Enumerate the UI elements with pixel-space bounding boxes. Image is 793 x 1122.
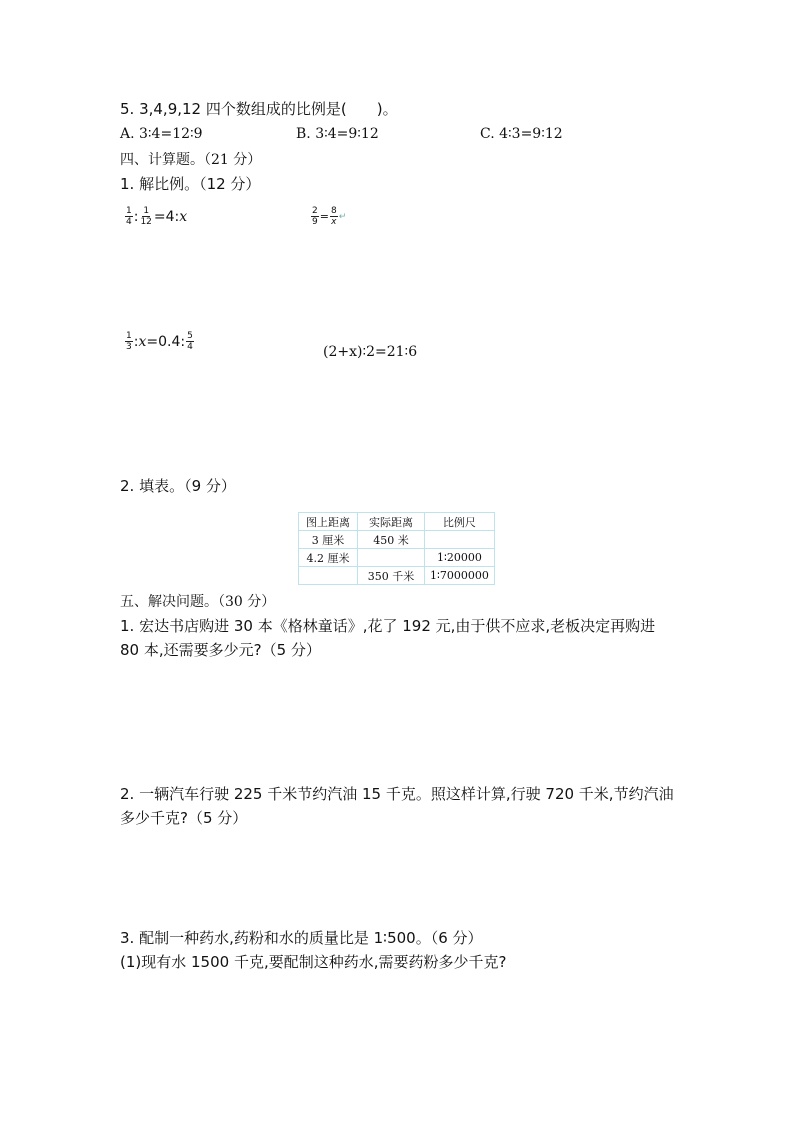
numerator: 8 — [330, 206, 337, 216]
table-cell: 1∶7000000 — [425, 567, 495, 585]
variable-x: x — [138, 333, 147, 350]
denominator: 4 — [126, 217, 132, 227]
equation-rest: =0.4: — [146, 333, 186, 350]
denominator: 9 — [312, 217, 318, 227]
fraction — [125, 331, 133, 352]
problem-1-line-2: 80 本,还需要多少元?（5 分） — [120, 641, 321, 659]
table-cell — [358, 549, 425, 567]
table-cell: 450 米 — [358, 531, 425, 549]
option-a: A. 3∶4=12∶9 — [120, 126, 203, 142]
numerator: 5 — [187, 331, 193, 341]
numerator: 2 — [312, 206, 318, 216]
table-header: 图上距离 — [299, 513, 358, 531]
table-header: 比例尺 — [425, 513, 495, 531]
denominator: 3 — [126, 342, 132, 352]
table-cell: 3 厘米 — [299, 531, 358, 549]
table-cell: 1∶20000 — [425, 549, 495, 567]
problem-3-line-2: (1)现有水 1500 千克,要配制这种药水,需要药粉多少千克? — [120, 953, 507, 971]
question-2-title: 2. 填表。（9 分） — [120, 477, 236, 495]
section-4-title: 四、计算题。（21 分） — [120, 152, 262, 168]
problem-1-line-1: 1. 宏达书店购进 30 本《格林童话》,花了 192 元,由于供不应求,老板决定再购进 — [120, 617, 656, 635]
option-b: B. 3∶4=9∶12 — [296, 126, 379, 142]
equation-3 — [124, 331, 195, 352]
numerator: 1 — [126, 331, 132, 341]
question-5-stem: 5. 3,4,9,12 四个数组成的比例是( )。 — [120, 100, 398, 118]
colon: : — [133, 208, 139, 225]
colon: : — [133, 333, 139, 350]
option-c: C. 4∶3=9∶12 — [480, 126, 563, 142]
table-row — [299, 531, 495, 549]
denominator: x — [331, 217, 337, 227]
fraction — [311, 206, 319, 227]
table-cell — [299, 567, 358, 585]
variable-x: x — [179, 208, 188, 225]
return-mark-icon: ↵ — [338, 211, 347, 222]
table-cell: 4.2 厘米 — [299, 549, 358, 567]
denominator: 12 — [140, 217, 152, 227]
problem-3-line-1: 3. 配制一种药水,药粉和水的质量比是 1∶500。（6 分） — [120, 929, 483, 947]
table-cell: 350 千米 — [358, 567, 425, 585]
fraction — [139, 206, 152, 227]
equation-1 — [124, 206, 187, 227]
question-1-title: 1. 解比例。（12 分） — [120, 175, 261, 193]
equation-2 — [310, 206, 346, 227]
table-header: 实际距离 — [358, 513, 425, 531]
fraction — [330, 206, 338, 227]
fraction — [125, 206, 133, 227]
numerator: 1 — [143, 206, 150, 216]
table-row — [299, 567, 495, 585]
table-row — [299, 549, 495, 567]
fraction — [186, 331, 194, 352]
equals-sign: = — [319, 210, 329, 223]
scale-table — [298, 512, 495, 585]
problem-2-line-1: 2. 一辆汽车行驶 225 千米节约汽油 15 千克。照这样计算,行驶 720 千米,节约汽油 — [120, 785, 674, 803]
table-header-row — [299, 513, 495, 531]
table-cell — [425, 531, 495, 549]
problem-2-line-2: 多少千克?（5 分） — [120, 809, 248, 827]
numerator: 1 — [126, 206, 132, 216]
equation-4: (2+x)∶2=21∶6 — [323, 344, 418, 360]
section-5-title: 五、解决问题。（30 分） — [120, 594, 276, 610]
equation-rest: =4: — [153, 208, 180, 225]
denominator: 4 — [187, 342, 193, 352]
